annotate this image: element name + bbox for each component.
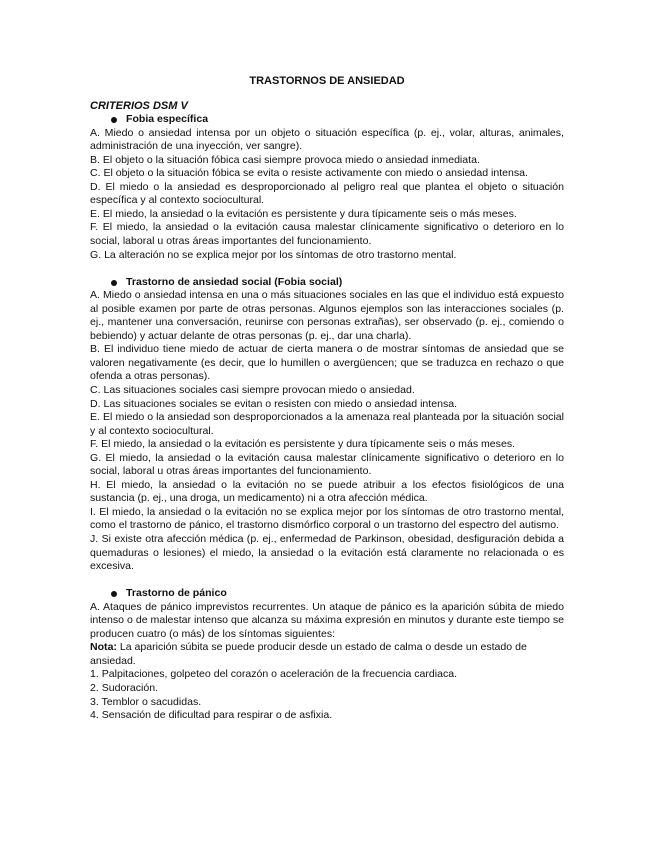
nota-paragraph	[90, 641, 564, 668]
criterion-item: C. Las situaciones sociales casi siempre provocan miedo o ansiedad.	[90, 383, 415, 396]
criterion-item: E. El miedo o la ansiedad son desproporcionados a la amenaza real planteada por la situación social y al contexto sociocultural.	[90, 411, 564, 437]
criterion-item: A. Miedo o ansiedad intensa en una o más situaciones sociales en las que el individuo está expuesto al posible examen por parte de otras personas. Algunos ejemplos son las interacciones sociales (p. ej., mantener una conversación, reunirse con personas extrañas), ser observado (p. ej., comiendo o bebiendo) y actuar delante de otras personas (p. ej., dar una charla).	[90, 289, 564, 342]
section-spacer	[90, 262, 564, 276]
section-heading-trastorno-panico: Trastorno de pánico	[90, 587, 564, 601]
criterion-item: J. Si existe otra afección médica (p. ej., enfermedad de Parkinson, obesidad, desfiguración debida a quemaduras o lesiones) el miedo, la ansiedad o la evitación está claramente no relacionada o es excesiva.	[90, 533, 564, 573]
criterion-item: A. Ataques de pánico imprevistos recurrentes. Un ataque de pánico es la aparición súbita de miedo intenso o de malestar intenso que alcanza su máxima expresión en minutos y durante este tiempo se producen cuatro (o más) de los síntomas siguientes:	[90, 600, 564, 640]
nota-text: La aparición súbita se puede producir desde un estado de calma o desde un estado de ansiedad.	[90, 641, 527, 667]
criterion-item: G. La alteración no se explica mejor por los síntomas de otro trastorno mental.	[90, 248, 457, 261]
symptom-item: 3. Temblor o sacudidas.	[90, 695, 202, 708]
criteria-subtitle: CRITERIOS DSM V	[90, 99, 188, 112]
criterion-item: B. El objeto o la situación fóbica casi siempre provoca miedo o ansiedad inmediata.	[90, 153, 480, 166]
criterion-item: F. El miedo, la ansiedad o la evitación es persistente y dura típicamente seis o más meses.	[90, 438, 516, 451]
symptom-item: 1. Palpitaciones, golpeteo del corazón o aceleración de la frecuencia cardiaca.	[90, 668, 458, 681]
section-heading-fobia-especifica: Fobia específica	[90, 113, 564, 127]
section-spacer	[90, 574, 564, 588]
document-title: TRASTORNOS DE ANSIEDAD	[249, 75, 405, 87]
document-body	[90, 75, 564, 723]
criterion-item: A. Miedo o ansiedad intensa por un objeto o situación específica (p. ej., volar, alturas, animales, administración de una inyección, ver sangre).	[90, 126, 564, 153]
criterion-item: D. Las situaciones sociales se evitan o resisten con miedo o ansiedad intensa.	[90, 397, 458, 410]
symptom-item: 2. Sudoración.	[90, 681, 159, 694]
criterion-item: E. El miedo, la ansiedad o la evitación es persistente y dura típicamente seis o más meses.	[90, 207, 517, 220]
criterion-item: D. El miedo o la ansiedad es desproporcionado al peligro real que plantea el objeto o situación específica y al contexto sociocultural.	[90, 180, 564, 207]
section-heading-ansiedad-social: Trastorno de ansiedad social (Fobia social)	[90, 276, 564, 290]
criterion-item: B. El individuo tiene miedo de actuar de cierta manera o de mostrar síntomas de ansiedad que se valoren negativamente (es decir, que lo humillen o avergüencen; que se traduzca en rechazo o que ofenda a otras personas).	[90, 343, 564, 383]
criterion-item: C. El objeto o la situación fóbica se evita o resiste activamente con miedo o ansiedad intensa.	[90, 167, 528, 180]
criterion-item: G. El miedo, la ansiedad o la evitación causa malestar clínicamente significativo o deterioro en lo social, laboral u otras áreas importantes del funcionamiento.	[90, 451, 564, 478]
bullet-icon	[111, 117, 117, 123]
criterion-item: I. El miedo, la ansiedad o la evitación no se explica mejor por los síntomas de otro trastorno mental, como el trastorno de pánico, el trastorno dismórfico corporal o un trastorno del espectro del autismo.	[90, 505, 564, 532]
criterion-item: F. El miedo, la ansiedad o la evitación causa malestar clínicamente significativo o deterioro en lo social, laboral u otras áreas importantes del funcionamiento.	[90, 221, 564, 248]
bullet-icon	[111, 280, 117, 286]
symptom-item: 4. Sensación de dificultad para respirar o de asfixia.	[90, 709, 333, 722]
criterion-item: H. El miedo, la ansiedad o la evitación no se puede atribuir a los efectos fisiológicos de una sustancia (p. ej., una droga, un medicamento) ni a otra afección médica.	[90, 478, 564, 505]
bullet-icon	[111, 591, 117, 597]
nota-label: Nota:	[90, 641, 117, 654]
